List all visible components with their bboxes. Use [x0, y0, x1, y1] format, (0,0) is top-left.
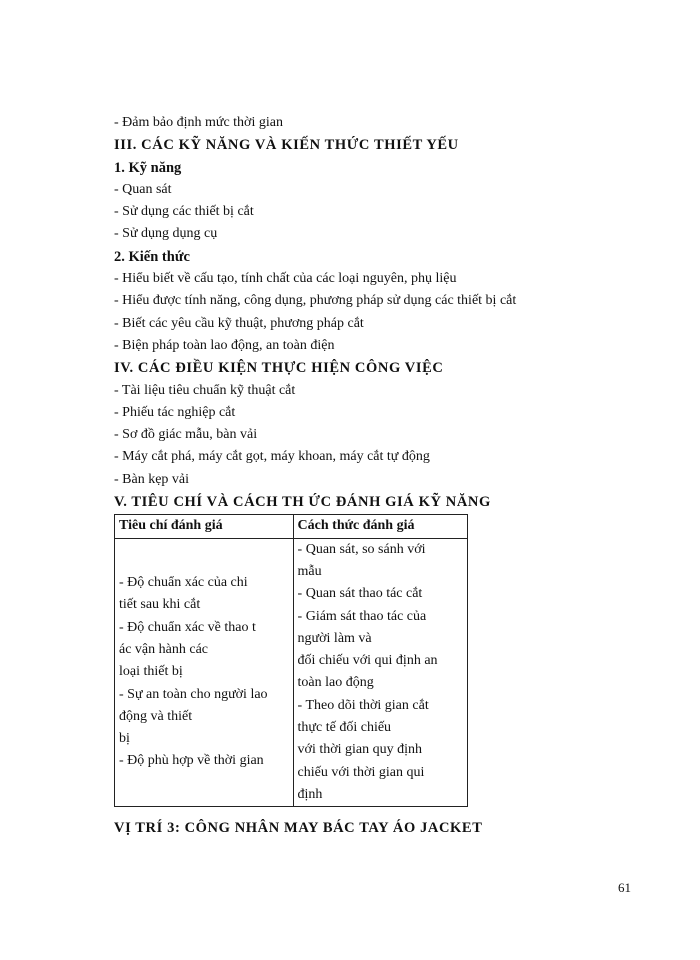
skill-item: - Sử dụng các thiết bị cắt — [114, 204, 254, 220]
criteria-line: ác vận hành các — [119, 641, 208, 657]
criteria-line: - Độ chuẩn xác của chi — [119, 575, 248, 591]
condition-item: - Tài liệu tiêu chuẩn kỹ thuật cắt — [114, 382, 296, 398]
criteria-line: bị — [119, 731, 130, 747]
method-line: định — [297, 786, 323, 802]
condition-item: - Sơ đồ giác mẫu, bàn vải — [114, 427, 258, 443]
table-header-row — [115, 515, 468, 538]
criteria-line: tiết sau khi cắt — [119, 597, 201, 613]
method-line: với thời gian quy định — [297, 742, 423, 758]
next-position-title: VỊ TRÍ 3: CÔNG NHÂN MAY BÁC TAY ÁO JACKET — [114, 820, 483, 836]
criteria-line: loại thiết bị — [119, 664, 183, 680]
knowledge-item: - Hiểu biết về cấu tạo, tính chất của các loại nguyên, phụ liệu — [114, 271, 457, 287]
criteria-line: - Sự an toàn cho người lao — [119, 686, 268, 702]
method-line: - Quan sát, so sánh với — [297, 541, 426, 557]
condition-item: - Bàn kẹp vải — [114, 471, 190, 487]
skill-item: - Sử dụng dụng cụ — [114, 226, 218, 242]
method-line: người làm và — [297, 630, 372, 646]
method-line: - Giám sát thao tác của — [297, 608, 427, 624]
knowledge-item: - Biện pháp toàn lao động, an toàn điện — [114, 337, 335, 353]
column-header-criteria: Tiêu chí đánh giá — [115, 515, 294, 538]
section-heading-5: V. TIÊU CHÍ VÀ CÁCH TH ỨC ĐÁNH GIÁ KỸ NĂNG — [114, 494, 491, 511]
criteria-line: động và thiết — [119, 708, 193, 724]
criteria-line: - Độ chuẩn xác về thao t — [119, 619, 256, 635]
subheading-skills: 1. Kỹ năng — [114, 159, 182, 176]
document-body — [114, 112, 584, 807]
column-header-method: Cách thức đánh giá — [293, 515, 467, 538]
skill-item: - Quan sát — [114, 181, 172, 197]
condition-item: - Phiếu tác nghiệp cắt — [114, 404, 236, 420]
criteria-line: - Độ phù hợp về thời gian — [119, 753, 264, 769]
method-line: - Quan sát thao tác cắt — [297, 586, 423, 602]
subheading-knowledge: 2. Kiến thức — [114, 248, 190, 265]
knowledge-item: - Biết các yêu cầu kỹ thuật, phương pháp cắt — [114, 315, 364, 331]
method-line: - Theo dõi thời gian cắt — [297, 697, 429, 713]
section-heading-4: IV. CÁC ĐIỀU KIỆN THỰC HIỆN CÔNG VIỆC — [114, 360, 444, 377]
method-line: chiếu với thời gian qui — [297, 764, 425, 780]
table-row — [115, 538, 468, 807]
method-cell — [293, 538, 467, 807]
page-number: 61 — [618, 880, 631, 895]
condition-item: - Máy cắt phá, máy cắt gọt, máy khoan, máy cắt tự động — [114, 449, 430, 465]
method-line: mẫu — [297, 563, 322, 579]
knowledge-item: - Hiểu được tính năng, công dụng, phương pháp sử dụng các thiết bị cắt — [114, 293, 517, 309]
method-line: toàn lao động — [297, 675, 374, 691]
criteria-cell — [115, 538, 294, 807]
evaluation-table — [114, 514, 468, 807]
method-line: thực tế đối chiếu — [297, 720, 392, 736]
text-line: - Đảm bảo định mức thời gian — [114, 115, 283, 130]
method-line: đối chiếu với qui định an — [297, 653, 438, 669]
section-heading-3: III. CÁC KỸ NĂNG VÀ KIẾN THỨC THIẾT YẾU — [114, 137, 459, 154]
